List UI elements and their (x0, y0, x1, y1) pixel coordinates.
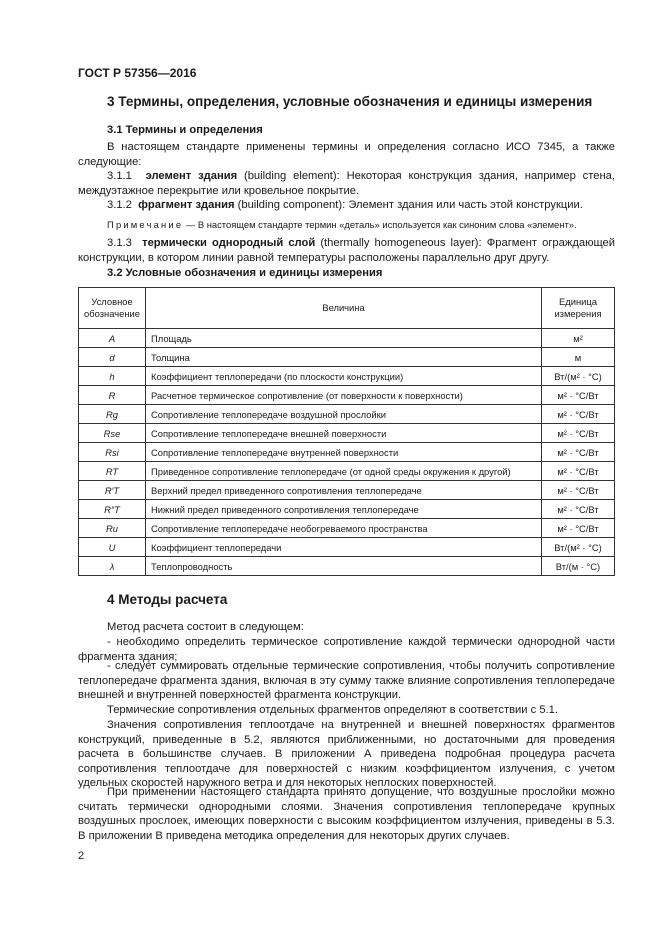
table-row (79, 367, 615, 386)
section-4-paragraph-3: - следует суммировать отдельные термические сопротивления, чтобы получить сопротивление теплопередаче фрагмента здания, включая в эту сумму также влияние сопротивления теплопередаче внешней и внутренней поверхностей фрагмента конструкции. (78, 660, 615, 701)
quantity-cell: Площадь (146, 329, 542, 348)
unit-cell: м² · °C/Вт (542, 519, 615, 538)
table-row (79, 443, 615, 462)
unit-cell: Вт/(м² · °C) (542, 367, 615, 386)
term-definition: (building element): Некоторая конструкция здания, например стена, междуэтажное перекрытие или кровельное покрытие. (78, 170, 616, 197)
table-row (79, 462, 615, 481)
quantity-cell: Сопротивление теплопередаче необогреваемого пространства (146, 519, 542, 538)
table-row (79, 538, 615, 557)
symbol-cell: Rg (79, 405, 146, 424)
table-row (79, 348, 615, 367)
section-4-title: 4 Методы расчета (107, 592, 228, 607)
quantity-cell: Сопротивление теплопередаче внешней поверхности (146, 424, 542, 443)
table-header-row (79, 288, 615, 329)
quantity-cell: Приведенное сопротивление теплопередаче (от одной среды окружения к другой) (146, 462, 542, 481)
section-4-paragraph-1: Метод расчета состоит в следующем: (107, 621, 304, 633)
unit-cell: м² · °C/Вт (542, 443, 615, 462)
term-name: фрагмент здания (138, 199, 235, 211)
symbol-cell: U (79, 538, 146, 557)
subsection-3-2-title: 3.2 Условные обозначения и единицы измерения (107, 267, 383, 279)
quantity-cell: Теплопроводность (146, 557, 542, 576)
quantity-cell: Толщина (146, 348, 542, 367)
term-name: термически однородный слой (142, 237, 316, 249)
term-3-1-2 (78, 198, 615, 213)
quantity-cell: Сопротивление теплопередаче внутренней поверхности (146, 443, 542, 462)
term-definition: (building component): Элемент здания или часть этой конструкции. (237, 199, 583, 211)
standard-header: ГОСТ Р 57356—2016 (78, 66, 197, 80)
symbol-cell: RT (79, 462, 146, 481)
section-4-paragraph-5: Значения сопротивления теплоотдаче на внутренней и внешней поверхностях фрагментов конструкций, приведенные в 5.2, являются приближенными, но достаточными для проведения расчета в большинстве случаев. В приложении А приведена подробная процедура расчета сопротивления теплоотдаче для поверхностей с низким коэффициентом излучения, с учетом удельных скоростей наружного ветра и для некоторых неплоских поверхностей. (78, 719, 615, 789)
unit-cell: м (542, 348, 615, 367)
term-3-1-3 (78, 236, 615, 265)
symbol-cell: R (79, 386, 146, 405)
quantity-cell: Коэффициент теплопередачи (по плоскости конструкции) (146, 367, 542, 386)
unit-cell: м² · °C/Вт (542, 405, 615, 424)
term-name: элемент здания (145, 170, 238, 182)
section-3-title: 3 Термины, определения, условные обозначения и единицы измерения (107, 94, 593, 109)
section-4-paragraph-2: - необходимо определить термическое сопротивление каждой термически однородной части фрагмента здания; (78, 636, 615, 663)
table-row (79, 481, 615, 500)
unit-cell: м² · °C/Вт (542, 500, 615, 519)
table-row (79, 386, 615, 405)
unit-cell: Вт/(м · °C) (542, 557, 615, 576)
symbol-cell: Rsi (79, 443, 146, 462)
table-row (79, 500, 615, 519)
unit-cell: м² (542, 329, 615, 348)
quantity-cell: Верхний предел приведенного сопротивления теплопередаче (146, 481, 542, 500)
symbol-cell: d (79, 348, 146, 367)
section-4-paragraph-6: При применении настоящего стандарта принято допущение, что воздушные прослойки можно считать термически однородными слоями. Значения сопротивления теплопередаче крупных воздушных прослоек, имеющих поверхности с высоким коэффициентом излучения, приведены в 5.3. В приложении В приведена методика определения для некоторых других случаев. (78, 786, 615, 842)
table-row (79, 405, 615, 424)
term-number: 3.1.3 (107, 237, 132, 249)
term-3-1-1 (78, 169, 615, 198)
table-row (79, 329, 615, 348)
quantity-cell: Нижний предел приведенного сопротивления теплопередаче (146, 500, 542, 519)
quantity-cell: Сопротивление теплопередаче воздушной прослойки (146, 405, 542, 424)
page-number: 2 (78, 850, 85, 862)
symbol-cell: R″T (79, 500, 146, 519)
symbols-table (78, 287, 615, 576)
note-label: Примечание (107, 219, 184, 230)
section-4-paragraph-4: Термические сопротивления отдельных фрагментов определяют в соответствии с 5.1. (107, 704, 558, 716)
table-row (79, 424, 615, 443)
unit-cell: м² · °C/Вт (542, 424, 615, 443)
note-text: — В настоящем стандарте термин «деталь» используется как синоним слова «элемент». (185, 219, 577, 230)
term-number: 3.1.2 (107, 199, 132, 211)
symbol-cell: A (79, 329, 146, 348)
symbol-cell: h (79, 367, 146, 386)
header-unit: Единица измерения (542, 288, 615, 329)
term-definition: (thermally homogeneous layer): Фрагмент ограждающей конструкции, в котором линии равной температуры расположены параллельно друг другу. (78, 237, 616, 264)
header-quantity: Величина (146, 288, 542, 329)
unit-cell: м² · °C/Вт (542, 386, 615, 405)
symbol-cell: R′T (79, 481, 146, 500)
unit-cell: м² · °C/Вт (542, 481, 615, 500)
table-row (79, 557, 615, 576)
note (78, 218, 615, 233)
header-symbol: Условное обозначение (79, 288, 146, 329)
symbol-cell: Rse (79, 424, 146, 443)
quantity-cell: Расчетное термическое сопротивление (от поверхности к поверхности) (146, 386, 542, 405)
intro-paragraph: В настоящем стандарте применены термины и определения согласно ИСО 7345, а также следующие: (78, 141, 615, 168)
unit-cell: м² · °C/Вт (542, 462, 615, 481)
quantity-cell: Коэффициент теплопередачи (146, 538, 542, 557)
symbol-cell: λ (79, 557, 146, 576)
unit-cell: Вт/(м² · °C) (542, 538, 615, 557)
subsection-3-1-title: 3.1 Термины и определения (107, 124, 263, 136)
symbol-cell: Ru (79, 519, 146, 538)
term-number: 3.1.1 (107, 170, 132, 182)
table-row (79, 519, 615, 538)
